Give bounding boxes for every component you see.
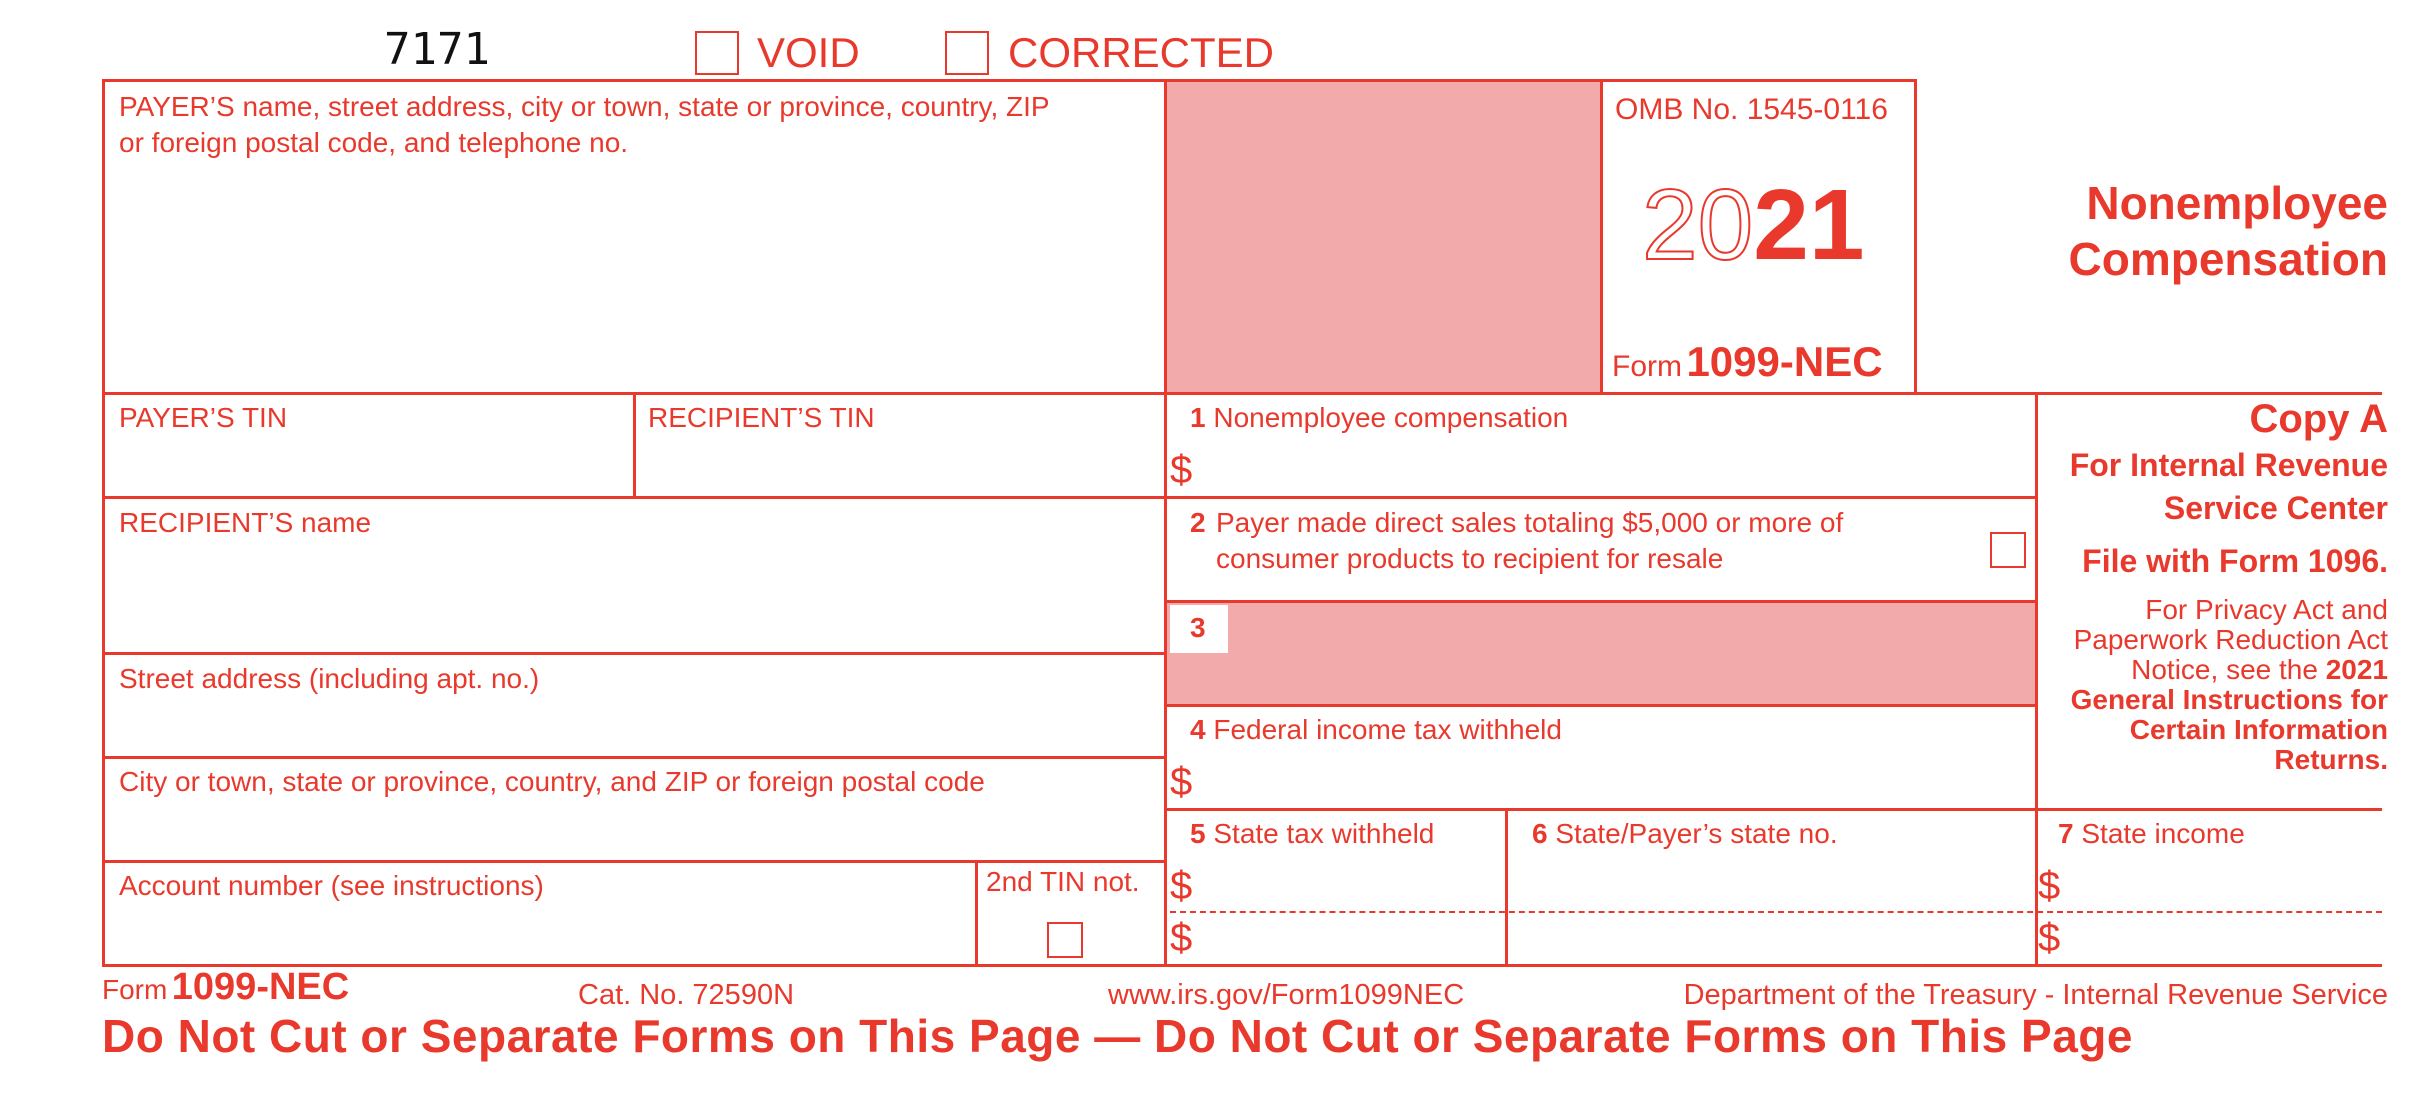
copy-panel: [2028, 394, 2388, 775]
privacy-line2: Paperwork Reduction Act: [2073, 624, 2388, 655]
box2-line1: Payer made direct sales totaling $5,000 or more of: [1216, 507, 1844, 538]
recipient-name-label: RECIPIENT’S name: [119, 507, 372, 538]
privacy-line4: General Instructions for: [2070, 684, 2388, 715]
privacy-notice: [2028, 595, 2388, 775]
box2-number: 2: [1190, 507, 1206, 538]
box5-label: 5 State tax withheld: [1190, 818, 1435, 849]
form-word: Form: [1612, 350, 1682, 383]
privacy-line1: For Privacy Act and: [2145, 594, 2388, 625]
city-label: City or town, state or province, country, and ZIP or foreign postal code: [119, 766, 985, 797]
box5-dollar-1: $: [1170, 864, 1193, 908]
form-title-line1: Nonemployee: [2086, 177, 2388, 229]
irs-line2: Service Center: [2163, 490, 2388, 526]
corrected-checkbox[interactable]: [945, 31, 989, 75]
payer-tin-label: PAYER’S TIN: [119, 402, 288, 433]
tax-year-bold: 21: [1753, 169, 1865, 281]
box2-line2: consumer products to recipient for resale: [1216, 543, 1724, 574]
box1-dollar: $: [1170, 448, 1193, 492]
tax-year: [1642, 170, 1864, 280]
irs-line1: For Internal Revenue: [2069, 447, 2388, 483]
box4-dollar: $: [1170, 760, 1193, 804]
void-checkbox[interactable]: [695, 31, 739, 75]
footer-url: www.irs.gov/Form1099NEC: [1108, 979, 1465, 1011]
form-name: 1099-NEC: [1686, 338, 1883, 385]
box7-label: 7 State income: [2058, 818, 2245, 849]
recipient-tin-label: RECIPIENT’S TIN: [648, 402, 875, 433]
copy-label: Copy A: [2249, 397, 2388, 441]
form-title: [2069, 175, 2388, 287]
box2-checkbox[interactable]: [1990, 532, 2026, 568]
payer-info-label-line2: or foreign postal code, and telephone no.: [119, 127, 629, 158]
footer-warning: Do Not Cut or Separate Forms on This Page — Do Not Cut or Separate Forms on This Page: [102, 1010, 2133, 1062]
omb-number: OMB No. 1545-0116: [1615, 93, 1888, 126]
void-label: VOID: [757, 29, 860, 76]
account-number-label: Account number (see instructions): [119, 870, 544, 901]
street-address-label: Street address (including apt. no.): [119, 663, 540, 694]
box7-dollar-2: $: [2038, 916, 2061, 960]
privacy-line6: Returns.: [2274, 744, 2388, 775]
box3-number: 3: [1190, 612, 1206, 643]
footer-form-name: Form 1099-NEC: [102, 966, 350, 1008]
form-title-line2: Compensation: [2068, 233, 2388, 285]
file-with: File with Form 1096.: [2082, 543, 2388, 579]
privacy-line3: Notice, see the 2021: [2131, 654, 2388, 685]
box4-label: 4 Federal income tax withheld: [1190, 714, 1562, 745]
shaded-area-box3: [1167, 602, 2037, 705]
payer-info-label-line1: PAYER’S name, street address, city or town, state or province, country, ZIP: [119, 91, 1050, 122]
box1-label: 1 Nonemployee compensation: [1190, 402, 1569, 433]
footer-cat-no: Cat. No. 72590N: [578, 979, 795, 1011]
box7-dollar-1: $: [2038, 864, 2061, 908]
footer-dept: Department of the Treasury - Internal Revenue Service: [1683, 979, 2388, 1011]
form-code: 7171: [384, 24, 490, 75]
second-tin-checkbox[interactable]: [1047, 922, 1083, 958]
second-tin-label: 2nd TIN not.: [986, 866, 1140, 897]
privacy-line5: Certain Information: [2129, 714, 2388, 745]
form-name-header: [1612, 338, 1883, 386]
shaded-area-top: [1167, 82, 1603, 393]
box6-label: 6 State/Payer’s state no.: [1532, 818, 1838, 849]
corrected-label: CORRECTED: [1008, 29, 1275, 76]
tax-year-outline: 20: [1642, 169, 1754, 281]
box5-dollar-2: $: [1170, 916, 1193, 960]
